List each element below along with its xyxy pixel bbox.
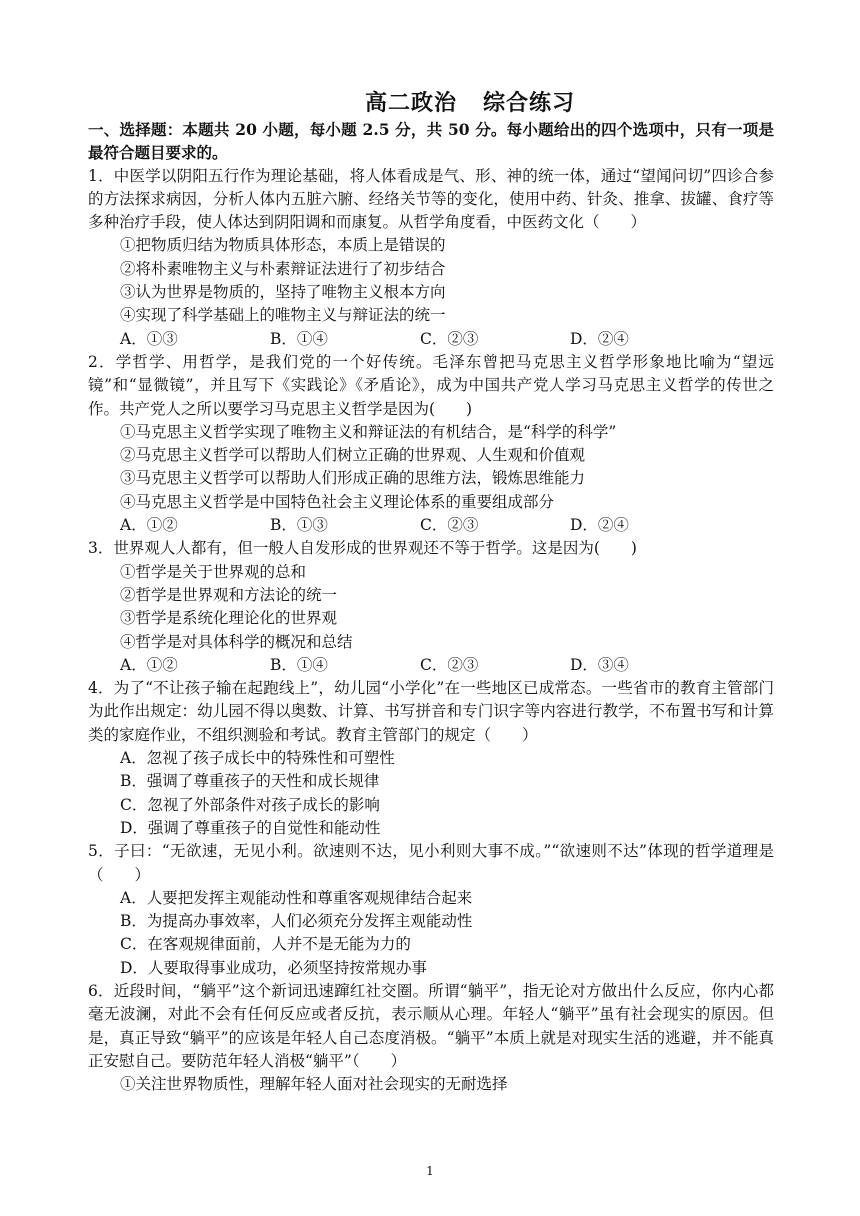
question-block <box>88 677 774 840</box>
answer-choices <box>88 654 774 677</box>
exam-content <box>88 118 774 1096</box>
question-option: ②马克思主义哲学可以帮助人们树立正确的世界观、人生观和价值观 <box>120 446 586 465</box>
question-option: ③马克思主义哲学可以帮助人们形成正确的思维方法，锻炼思维能力 <box>120 469 586 488</box>
question-list <box>88 165 774 1097</box>
question-option: C．在客观规律面前，人并不是无能为力的 <box>120 935 411 954</box>
question-option: D．强调了尊重孩子的自觉性和能动性 <box>120 818 381 837</box>
question-block <box>88 165 774 351</box>
answer-choice: C．②③ <box>420 516 479 535</box>
title-subject: 高二政治 <box>364 90 457 116</box>
answer-choice: A．①② <box>120 516 178 535</box>
answer-choice: B．①③ <box>270 516 328 535</box>
answer-choices <box>88 514 774 537</box>
question-stem: 6．近段时间，“躺平”这个新词迅速蹿红社交圈。所谓“躺平”，指无论对方做出什么反应，你内心都毫无波澜，对此不会有任何反应或者反抗，表示顺从心理。年轻人“躺平”虽有社会现实的原因。但是，真正导致“躺平”的应该是年轻人自己态度消极。“躺平”本质上就是对现实生活的逃避，并不能真正安慰自己。要防范年轻人消极“躺平”（ ） <box>88 981 774 1070</box>
question-block <box>88 980 774 1096</box>
question-stem: 4．为了“不让孩子输在起跑线上”，幼儿园“小学化”在一些地区已成常态。一些省市的教育主管部门为此作出规定：幼儿园不得以奥数、计算、书写拼音和专门识字等内容进行教学，不布置书写和计算类的家庭作业，不组织测验和考试。教育主管部门的规定（ ） <box>88 679 774 744</box>
question-stem: 2．学哲学、用哲学，是我们党的一个好传统。毛泽东曾把马克思主义哲学形象地比喻为“望远镜”和“显微镜”，并且写下《实践论》《矛盾论》，成为中国共产党人学习马克思主义哲学的传世之作。共产党人之所以要学习马克思主义哲学是因为( ) <box>88 352 774 418</box>
answer-choice: A．①③ <box>120 329 178 348</box>
title-type: 综合练习 <box>483 90 576 116</box>
question-stem: 5．子曰：“无欲速，无见小利。欲速则不达，见小利则大事不成。”“欲速则不达”体现的哲学道理是（ ） <box>88 842 774 884</box>
question-option: C．忽视了外部条件对孩子成长的影响 <box>120 795 380 814</box>
question-option: ①马克思主义哲学实现了唯物主义和辩证法的有机结合，是“科学的科学” <box>120 422 617 441</box>
question-option: ④马克思主义哲学是中国特色社会主义理论体系的重要组成部分 <box>120 492 555 511</box>
answer-choices <box>88 328 774 351</box>
question-option: A．人要把发挥主观能动性和尊重客观规律结合起来 <box>120 888 473 907</box>
answer-choice: B．①④ <box>270 329 328 348</box>
page-number: 1 <box>426 1164 434 1178</box>
question-option: ①哲学是关于世界观的总和 <box>120 562 307 581</box>
question-option: B．强调了尊重孩子的天性和成长规律 <box>120 772 380 791</box>
question-stem: 1．中医学以阴阳五行作为理论基础，将人体看成是气、形、神的统一体，通过“望闻问切”四诊合参的方法探求病因，分析人体内五脏六腑、经络关节等的变化，使用中药、针灸、推拿、拔罐、食疗等多种治疗手段，使人体达到阴阳调和而康复。从哲学角度看，中医药文化（ ） <box>88 166 774 232</box>
question-block <box>88 840 774 980</box>
answer-choice: B．①④ <box>270 655 328 674</box>
question-block <box>88 537 774 677</box>
answer-choice: C．②③ <box>420 655 479 674</box>
answer-choice: D．②④ <box>570 329 629 348</box>
answer-choice: D．③④ <box>570 655 629 674</box>
answer-choice: A．①② <box>120 655 178 674</box>
question-stem: 3．世界观人人都有，但一般人自发形成的世界观还不等于哲学。这是因为( ) <box>88 539 637 558</box>
question-option: ①把物质归结为物质具体形态，本质上是错误的 <box>120 236 446 255</box>
answer-choice: C．②③ <box>420 329 479 348</box>
question-option: ④哲学是对具体科学的概况和总结 <box>120 632 353 651</box>
question-option: ③哲学是系统化理论化的世界观 <box>120 609 338 628</box>
question-option: D．人要取得事业成功，必须坚持按常规办事 <box>120 958 427 977</box>
question-option: ①关注世界物质性，理解年轻人面对社会现实的无耐选择 <box>120 1075 508 1094</box>
question-option: ②哲学是世界观和方法论的统一 <box>120 585 338 604</box>
question-option: ③认为世界是物质的，坚持了唯物主义根本方向 <box>120 283 446 302</box>
page-title <box>0 86 860 117</box>
question-option: B．为提高办事效率，人们必须充分发挥主观能动性 <box>120 912 473 931</box>
question-option: ②将朴素唯物主义与朴素辩证法进行了初步结合 <box>120 259 446 278</box>
question-block <box>88 351 774 537</box>
section-heading: 一、选择题：本题共 20 小题，每小题 2.5 分，共 50 分。每小题给出的四个选项中，只有一项是最符合题目要求的。 <box>88 120 774 163</box>
answer-choice: D．②④ <box>570 516 629 535</box>
question-option: ④实现了科学基础上的唯物主义与辩证法的统一 <box>120 306 446 325</box>
question-option: A．忽视了孩子成长中的特殊性和可塑性 <box>120 749 395 768</box>
